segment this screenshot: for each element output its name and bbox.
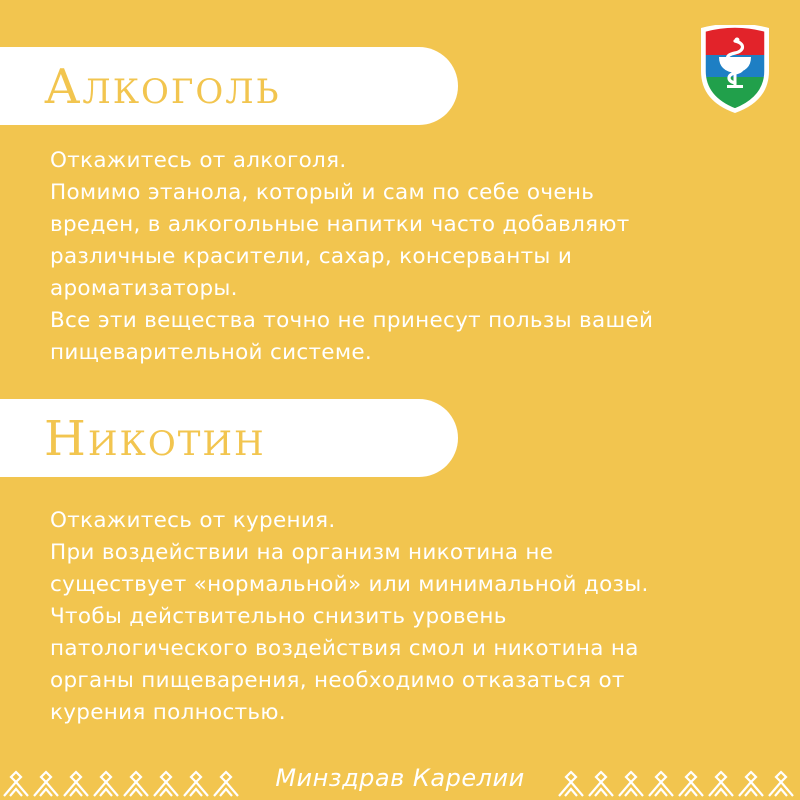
coat-of-arms-bowl-of-hygieia-icon (697, 25, 773, 113)
paragraph-line: Откажитесь от алкоголя. (50, 148, 347, 173)
paragraph-line: При воздействии на организм никотина не (50, 540, 554, 565)
paragraph-line: Помимо этанола, который и сам по себе очень (50, 180, 595, 205)
paragraph-line: различные красители, сахар, консерванты и (50, 244, 573, 269)
paragraph-line: Откажитесь от курения. (50, 508, 336, 533)
section-title-nicotine: Никотин (44, 411, 266, 467)
paragraph-line: Все эти вещества точно не принесут пользы вашей (50, 308, 654, 333)
paragraph-line: пищеварительной системе. (50, 340, 373, 365)
alcohol-paragraph (50, 145, 770, 369)
paragraph-line: ароматизаторы. (50, 276, 238, 301)
section-title-pill-alcohol (0, 47, 458, 125)
ornament-right (555, 768, 800, 800)
footer-ministry-name: Минздрав Карелии (275, 764, 525, 792)
section-title-alcohol: Алкоголь (44, 59, 281, 115)
paragraph-line: существует «нормальной» или минимальной дозы. (50, 572, 649, 597)
paragraph-line: вреден, в алкогольные напитки часто добавляют (50, 212, 630, 237)
section-title-pill-nicotine (0, 399, 458, 477)
paragraph-line: органы пищеварения, необходимо отказаться от (50, 668, 625, 693)
paragraph-line: курения полностью. (50, 700, 286, 725)
nicotine-paragraph (50, 505, 770, 729)
paragraph-line: Чтобы действительно снизить уровень (50, 604, 507, 629)
paragraph-line: патологического воздействия смол и никотина на (50, 636, 639, 661)
